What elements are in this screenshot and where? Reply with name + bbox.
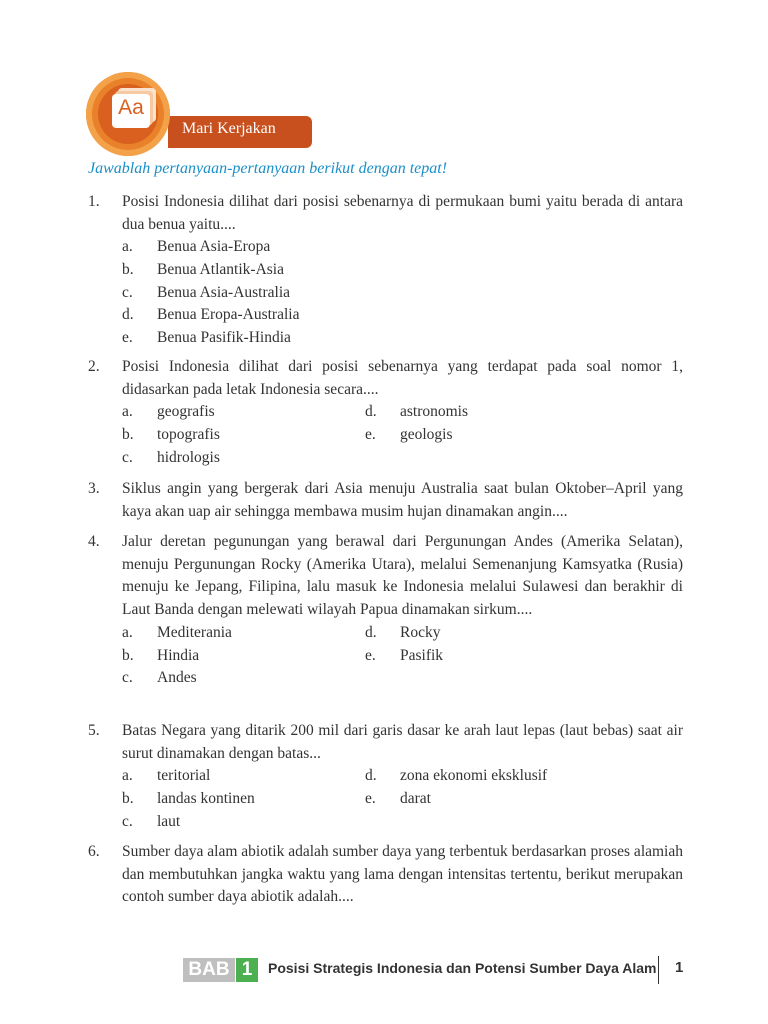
option-letter: a. bbox=[122, 403, 133, 421]
question-number: 5. bbox=[88, 722, 100, 739]
chapter-number: 1 bbox=[236, 958, 258, 982]
option-text: Benua Pasifik-Hindia bbox=[157, 329, 291, 347]
option-letter: b. bbox=[122, 646, 134, 664]
question-text: Siklus angin yang bergerak dari Asia menuju Australia saat bulan Oktober–April yang kaya akan uap air sehingga membawa musim hujan dinamakan angin.... bbox=[122, 480, 683, 520]
instruction-text: Jawablah pertanyaan-pertanyaan berikut dengan tepat! bbox=[88, 160, 448, 177]
option-b bbox=[122, 788, 362, 811]
option-letter: a. bbox=[122, 238, 133, 256]
option-text: Mediterania bbox=[157, 623, 232, 641]
option-letter: b. bbox=[122, 790, 134, 808]
option-letter: a. bbox=[122, 623, 133, 641]
question-text: Posisi Indonesia dilihat dari posisi sebenarnya di permukaan bumi yaitu berada di antara dua benua yaitu.... bbox=[122, 193, 683, 233]
option-text: Pasifik bbox=[400, 646, 444, 664]
question-4 bbox=[88, 531, 683, 690]
option-letter: e. bbox=[122, 329, 133, 347]
option-b bbox=[122, 645, 362, 668]
question-number: 1. bbox=[88, 193, 100, 210]
option-text: hidrologis bbox=[157, 448, 220, 466]
option-text: Rocky bbox=[400, 623, 441, 641]
option-list bbox=[122, 401, 683, 469]
option-letter: b. bbox=[122, 426, 134, 444]
option-c bbox=[122, 282, 683, 305]
aa-icon-label: Aa bbox=[118, 96, 144, 119]
question-text: Posisi Indonesia dilihat dari posisi sebenarnya yang terdapat pada soal nomor 1, didasarkan pada letak Indonesia secara.... bbox=[122, 358, 683, 398]
option-a bbox=[122, 765, 362, 788]
question-3 bbox=[88, 478, 683, 523]
option-text: geografis bbox=[157, 403, 215, 421]
option-e bbox=[122, 327, 683, 350]
option-c bbox=[122, 667, 362, 690]
option-letter: e. bbox=[365, 790, 376, 808]
option-text: darat bbox=[400, 790, 431, 808]
question-5 bbox=[88, 720, 683, 833]
option-d bbox=[365, 622, 605, 645]
option-text: Andes bbox=[157, 669, 197, 687]
option-b bbox=[122, 259, 683, 282]
option-e bbox=[365, 788, 605, 811]
option-letter: c. bbox=[122, 283, 133, 301]
question-number: 4. bbox=[88, 533, 100, 550]
option-list bbox=[122, 765, 683, 833]
text-card-icon bbox=[112, 94, 150, 128]
option-text: geologis bbox=[400, 426, 453, 444]
option-c bbox=[122, 447, 362, 470]
option-letter: c. bbox=[122, 669, 133, 687]
option-text: laut bbox=[157, 812, 181, 830]
page-footer bbox=[0, 952, 768, 988]
footer-divider bbox=[658, 956, 659, 984]
option-text: landas kontinen bbox=[157, 790, 255, 808]
option-list bbox=[122, 236, 683, 349]
question-text: Batas Negara yang ditarik 200 mil dari garis dasar ke arah laut lepas (laut bebas) saat air surut dinamakan dengan batas... bbox=[122, 722, 683, 762]
option-d bbox=[365, 401, 605, 424]
option-text: Benua Asia-Australia bbox=[157, 283, 291, 301]
question-number: 3. bbox=[88, 480, 100, 497]
option-c bbox=[122, 811, 362, 834]
badge-circle bbox=[86, 72, 170, 156]
option-d bbox=[365, 765, 605, 788]
question-number: 2. bbox=[88, 358, 100, 375]
option-e bbox=[365, 645, 605, 668]
option-b bbox=[122, 424, 362, 447]
option-list bbox=[122, 622, 683, 690]
option-letter: c. bbox=[122, 812, 133, 830]
option-letter: d. bbox=[365, 623, 377, 641]
option-letter: d. bbox=[365, 403, 377, 421]
section-badge bbox=[86, 72, 316, 162]
option-letter: d. bbox=[365, 767, 377, 785]
option-a bbox=[122, 401, 362, 424]
option-text: Benua Atlantik-Asia bbox=[157, 261, 284, 279]
question-text: Sumber daya alam abiotik adalah sumber daya yang terbentuk berdasarkan proses alamiah dan membutuhkan jangka waktu yang lama dengan intensitas tertentu, berikut merupakan contoh sumber daya abiotik adalah.... bbox=[122, 843, 683, 906]
option-letter: b. bbox=[122, 261, 134, 279]
chapter-title: Posisi Strategis Indonesia dan Potensi Sumber Daya Alam bbox=[268, 960, 657, 976]
option-letter: e. bbox=[365, 646, 376, 664]
option-a bbox=[122, 622, 362, 645]
question-1 bbox=[88, 191, 683, 350]
question-2 bbox=[88, 356, 683, 469]
option-text: astronomis bbox=[400, 403, 469, 421]
option-letter: d. bbox=[122, 306, 134, 324]
option-text: zona ekonomi eksklusif bbox=[400, 767, 548, 785]
question-6 bbox=[88, 841, 683, 909]
question-text: Jalur deretan pegunungan yang berawal dari Pergunungan Andes (Amerika Selatan), menuju Pergunungan Rocky (Amerika Utara), melalui Semenanjung Kamsyatka (Rusia) menuju ke Jepang, Filipina, lalu masuk ke Indonesia melalui Sulawesi dan berakhir di Laut Banda dengan melewati wilayah Papua dinamakan sirkum.... bbox=[122, 533, 683, 619]
option-text: Benua Asia-Eropa bbox=[157, 238, 271, 256]
option-text: Benua Eropa-Australia bbox=[157, 306, 300, 324]
option-e bbox=[365, 424, 605, 447]
page-number: 1 bbox=[675, 959, 684, 976]
section-title: Mari Kerjakan bbox=[182, 120, 276, 137]
option-letter: a. bbox=[122, 767, 133, 785]
option-d bbox=[122, 304, 683, 327]
option-text: teritorial bbox=[157, 767, 211, 785]
option-letter: e. bbox=[365, 426, 376, 444]
chapter-label: BAB bbox=[183, 958, 235, 982]
option-text: topografis bbox=[157, 426, 220, 444]
question-number: 6. bbox=[88, 843, 100, 860]
option-a bbox=[122, 236, 683, 259]
option-letter: c. bbox=[122, 448, 133, 466]
option-text: Hindia bbox=[157, 646, 200, 664]
